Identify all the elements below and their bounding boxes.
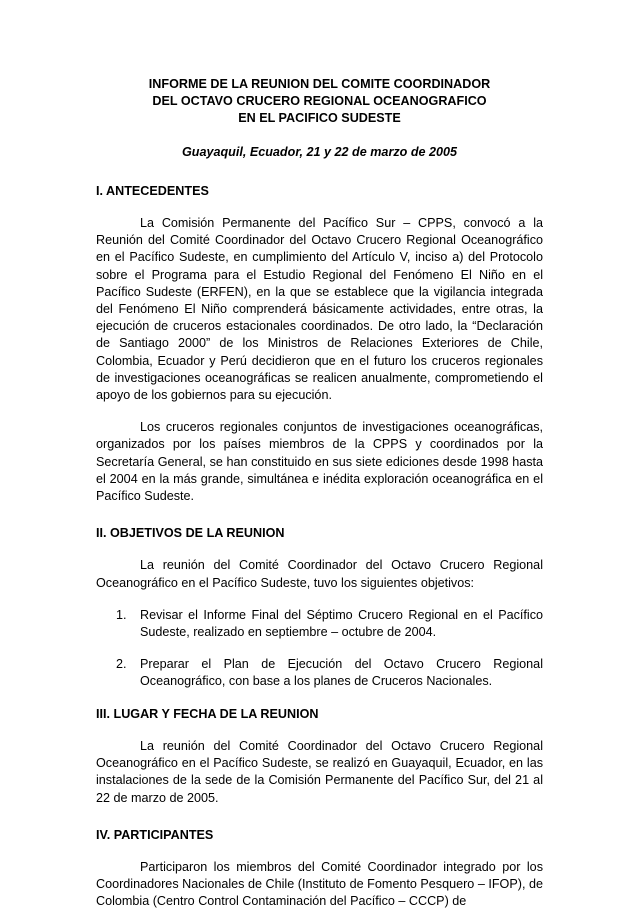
section-heading-participantes: IV. PARTICIPANTES [96, 827, 214, 842]
list-item-number: 1. [116, 607, 127, 622]
list-item-text: Preparar el Plan de Ejecución del Octavo Crucero Regional Oceanográfico, con base a los planes de Cruceros Nacionales. [140, 657, 543, 689]
title-line-1: INFORME DE LA REUNION DEL COMITE COORDINADOR [148, 77, 491, 91]
report-subtitle: Guayaquil, Ecuador, 21 y 22 de marzo de 2005 [181, 144, 458, 159]
section-heading-lugar: III. LUGAR Y FECHA DE LA REUNION [96, 706, 319, 721]
section-heading-objetivos: II. OBJETIVOS DE LA REUNION [96, 526, 285, 541]
paragraph-antecedentes-1: La Comisión Permanente del Pacífico Sur – CPPS, convocó a la Reunión del Comité Coordinador del Octavo Crucero Regional Oceanográfico en el Pacífico Sudeste, en cumplimiento del Artículo V, inciso a) del Protocolo sobre el Programa para el Estudio Regional del Fenómeno El Niño en el Pacífico Sudeste (ERFEN), en la que se establece que la vigilancia integrada del Fenómeno El Niño comprenderá básicamente actividades, entre otras, la ejecución de cruceros estacionales coordinados. De otro lado, la “Declaración de Santiago 2000” de los Ministros de Relaciones Exteriores de Chile, Colombia, Ecuador y Perú decidieron que en el futuro los cruceros regionales de investigaciones oceanográficas se realicen anualmente, comprometiendo el apoyo de los gobiernos para su ejecución. [96, 216, 543, 403]
paragraph-participantes-1: Participaron los miembros del Comité Coordinador integrado por los Coordinadores Nacionales de Chile (Instituto de Fomento Pesquero – IFOP), de Colombia (Centro Control Contaminación del Pacífico – CCCP) de [96, 859, 543, 909]
list-item-number: 2. [116, 657, 127, 672]
paragraph-antecedentes-2: Los cruceros regionales conjuntos de investigaciones oceanográficas, organizados por los países miembros de la CPPS y coordinados por la Secretaría General, se han constituido en sus siete ediciones desde 1998 hasta el 2004 en la más grande, simultánea e inédita exploración oceanográfica en el Pacífico Sudeste. [96, 420, 543, 504]
paragraph-lugar-1: La reunión del Comité Coordinador del Octavo Crucero Regional Oceanográfico en el Pacífico Sudeste, se realizó en Guayaquil, Ecuador, en las instalaciones de la sede de la Comisión Permanente del Pacífico Sur, del 21 al 22 de marzo de 2005. [96, 738, 543, 805]
list-item-text: Revisar el Informe Final del Séptimo Crucero Regional en el Pacífico Sudeste, realizado en septiembre – octubre de 2004. [140, 607, 543, 640]
list-item [96, 607, 543, 641]
report-title [96, 76, 543, 128]
title-line-2: DEL OCTAVO CRUCERO REGIONAL OCEANOGRAFICO [152, 94, 487, 109]
objectives-list [96, 607, 543, 691]
list-item [96, 656, 543, 690]
paragraph-objetivos-1: La reunión del Comité Coordinador del Octavo Crucero Regional Oceanográfico en el Pacífico Sudeste, tuvo los siguientes objetivos: [96, 558, 543, 590]
title-line-3: EN EL PACIFICO SUDESTE [238, 111, 401, 126]
section-heading-antecedentes: I. ANTECEDENTES [96, 183, 209, 198]
